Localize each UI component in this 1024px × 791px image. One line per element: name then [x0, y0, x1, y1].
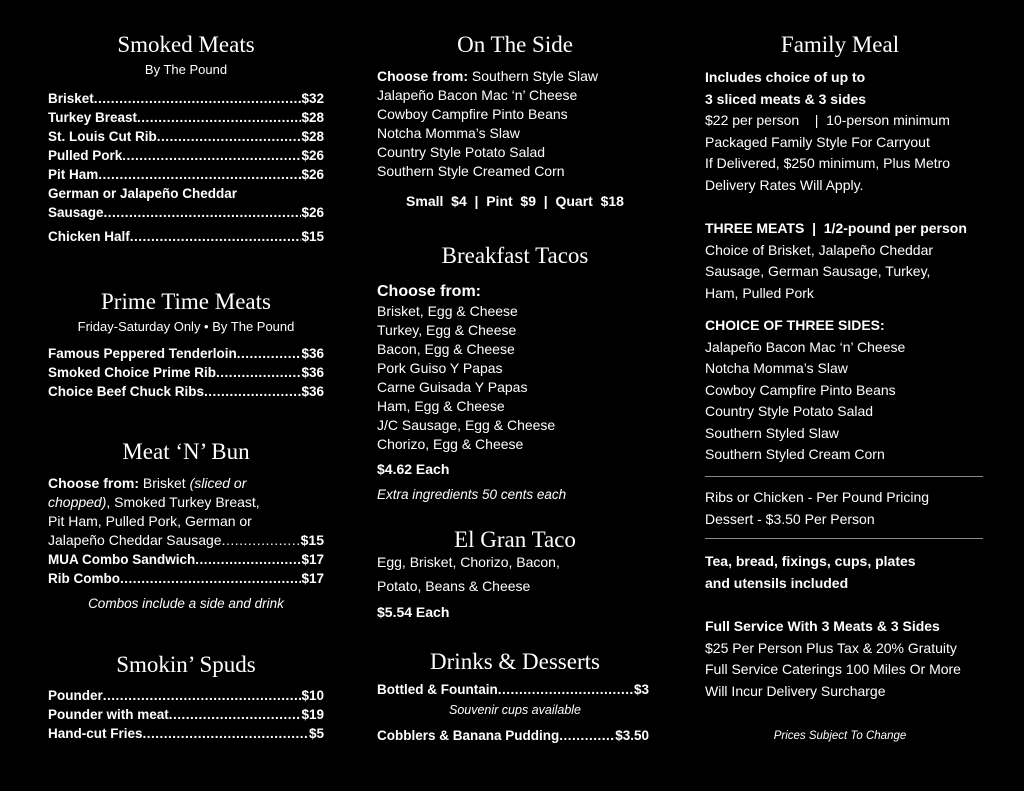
side-item: Notcha Momma’s Slaw — [377, 125, 520, 141]
family-detail-line: If Delivered, $250 minimum, Plus Metro — [705, 155, 951, 171]
drinks-heading: Drinks & Desserts — [430, 649, 600, 674]
el-gran-taco-line: Egg, Brisket, Chorizo, Bacon, — [377, 554, 560, 570]
included-line: and utensils included — [705, 574, 849, 591]
full-service-label: Full Service With 3 Meats & 3 Sides — [705, 618, 940, 634]
on-the-side-heading: On The Side — [457, 32, 573, 57]
menu-item: Cobblers & Banana Pudding ..... $3.50 — [377, 726, 649, 745]
side-item: Southern Style Creamed Corn — [377, 163, 565, 179]
drinks-note: Souvenir cups available — [448, 703, 582, 717]
drinks-item-2 — [377, 726, 649, 745]
meat-n-bun-line: Pit Ham, Pulled Pork, German or — [48, 513, 252, 529]
family-meal-heading: Family Meal — [780, 32, 900, 57]
on-the-side-list — [377, 67, 653, 181]
menu-item: Smoked Choice Prime Rib ..... $36 — [48, 363, 324, 382]
meat-n-bun-line: chopped), Smoked Turkey Breast, — [48, 494, 260, 510]
chicken-item — [48, 227, 324, 246]
spuds-list — [48, 686, 324, 743]
smoked-meats-heading: Smoked Meats — [117, 32, 255, 57]
side-item: Choose from: Southern Style Slaw — [377, 68, 598, 84]
meat-n-bun-line: Choose from: Brisket (sliced or — [48, 475, 247, 491]
family-detail-line: $22 per person | 10-person minimum — [705, 112, 950, 128]
prime-time-heading: Prime Time Meats — [101, 289, 271, 314]
prices-disclaimer: Prices Subject To Change — [773, 730, 907, 742]
menu-item: Pounder ..... $10 — [48, 686, 324, 705]
el-gran-taco-heading: El Gran Taco — [454, 527, 576, 552]
three-sides-line: Southern Styled Slaw — [705, 424, 839, 441]
extras-block — [705, 487, 995, 530]
menu-item: Bottled & Fountain ..... $3 — [377, 680, 649, 699]
three-meats-label: THREE MEATS | 1/2-pound per person — [705, 220, 967, 236]
menu-item: Chicken Half ..... $15 — [48, 227, 324, 246]
three-meats-block — [705, 218, 995, 304]
full-service-block — [705, 616, 995, 702]
menu-item: Pulled Pork ..... $26 — [48, 146, 324, 165]
menu-item: Pit Ham ..... $26 — [48, 165, 324, 184]
breakfast-tacos-list — [377, 302, 653, 454]
taco-item: Turkey, Egg & Cheese — [377, 322, 517, 338]
meat-n-bun-list — [48, 474, 324, 588]
side-item: Jalapeño Bacon Mac ‘n’ Cheese — [377, 87, 578, 103]
taco-item: Chorizo, Egg & Cheese — [377, 436, 524, 452]
menu-item: Sausage ..... $26 — [48, 203, 324, 222]
menu-item: Brisket ..... $32 — [48, 89, 324, 108]
meat-n-bun-note: Combos include a side and drink — [88, 596, 284, 611]
taco-item: Pork Guiso Y Papas — [377, 360, 503, 376]
smoked-meats-list — [48, 89, 324, 222]
side-sizes: Small $4 | Pint $9 | Quart $18 — [406, 193, 624, 209]
full-service-line: Will Incur Delivery Surcharge — [705, 682, 886, 699]
menu-item-sausage-line1: German or Jalapeño Cheddar — [48, 186, 238, 201]
taco-item: Bacon, Egg & Cheese — [377, 341, 515, 357]
divider — [705, 538, 983, 539]
three-sides-line: Cowboy Campfire Pinto Beans — [705, 381, 896, 398]
side-item: Country Style Potato Salad — [377, 144, 546, 160]
el-gran-taco-price: $5.54 Each — [377, 604, 450, 620]
three-sides-block — [705, 315, 995, 466]
three-sides-label: CHOICE OF THREE SIDES: — [705, 317, 885, 333]
included-block — [705, 551, 995, 594]
breakfast-tacos-note: Extra ingredients 50 cents each — [377, 487, 567, 502]
breakfast-choose-label: Choose from: — [377, 283, 481, 300]
taco-item: Brisket, Egg & Cheese — [377, 303, 518, 319]
extras-line: Dessert - $3.50 Per Person — [705, 510, 875, 527]
menu-item: Turkey Breast ..... $28 — [48, 108, 324, 127]
three-meats-line: Ham, Pulled Pork — [705, 284, 814, 301]
breakfast-tacos-heading: Breakfast Tacos — [441, 243, 589, 268]
included-line: Tea, bread, fixings, cups, plates — [705, 553, 916, 569]
three-meats-line: Choice of Brisket, Jalapeño Cheddar — [705, 241, 934, 258]
meat-n-bun-heading: Meat ‘N’ Bun — [122, 439, 250, 464]
extras-line: Ribs or Chicken - Per Pound Pricing — [705, 489, 930, 505]
three-sides-line: Southern Styled Cream Corn — [705, 446, 885, 462]
menu-item: Pounder with meat ..... $19 — [48, 705, 324, 724]
three-meats-line: Sausage, German Sausage, Turkey, — [705, 263, 931, 279]
menu-item: MUA Combo Sandwich ..... $17 — [48, 550, 324, 569]
spuds-heading: Smokin’ Spuds — [116, 652, 256, 677]
taco-item: J/C Sausage, Egg & Cheese — [377, 417, 556, 433]
three-sides-line: Notcha Momma’s Slaw — [705, 360, 848, 376]
three-sides-line: Country Style Potato Salad — [705, 403, 874, 419]
family-intro-line: Includes choice of up to — [705, 69, 866, 85]
family-intro-line: 3 sliced meats & 3 sides — [705, 90, 867, 107]
divider — [705, 476, 983, 477]
prime-time-list — [48, 344, 324, 401]
breakfast-tacos-price: $4.62 Each — [377, 461, 450, 477]
menu-item: St. Louis Cut Rib ..... $28 — [48, 127, 324, 146]
full-service-line: Full Service Caterings 100 Miles Or More — [705, 661, 961, 677]
family-meal-intro — [705, 67, 995, 196]
family-detail-line: Packaged Family Style For Carryout — [705, 133, 930, 150]
taco-item: Ham, Egg & Cheese — [377, 398, 505, 414]
menu-item: Jalapeño Cheddar Sausage ..... $15 — [48, 531, 324, 550]
family-detail-line: Delivery Rates Will Apply. — [705, 176, 864, 193]
drinks-item-1 — [377, 680, 649, 699]
three-sides-line: Jalapeño Bacon Mac ‘n’ Cheese — [705, 338, 906, 355]
full-service-line: $25 Per Person Plus Tax & 20% Gratuity — [705, 639, 957, 656]
menu-item: Choice Beef Chuck Ribs ..... $36 — [48, 382, 324, 401]
side-item: Cowboy Campfire Pinto Beans — [377, 106, 568, 122]
menu-item: Rib Combo ..... $17 — [48, 569, 324, 588]
menu-item: Famous Peppered Tenderloin ..... $36 — [48, 344, 324, 363]
taco-item: Carne Guisada Y Papas — [377, 379, 528, 395]
menu-item: Hand-cut Fries ..... $5 — [48, 724, 324, 743]
el-gran-taco-line: Potato, Beans & Cheese — [377, 578, 531, 594]
smoked-meats-subheading: By The Pound — [144, 62, 228, 77]
prime-time-subheading: Friday-Saturday Only • By The Pound — [77, 319, 295, 334]
